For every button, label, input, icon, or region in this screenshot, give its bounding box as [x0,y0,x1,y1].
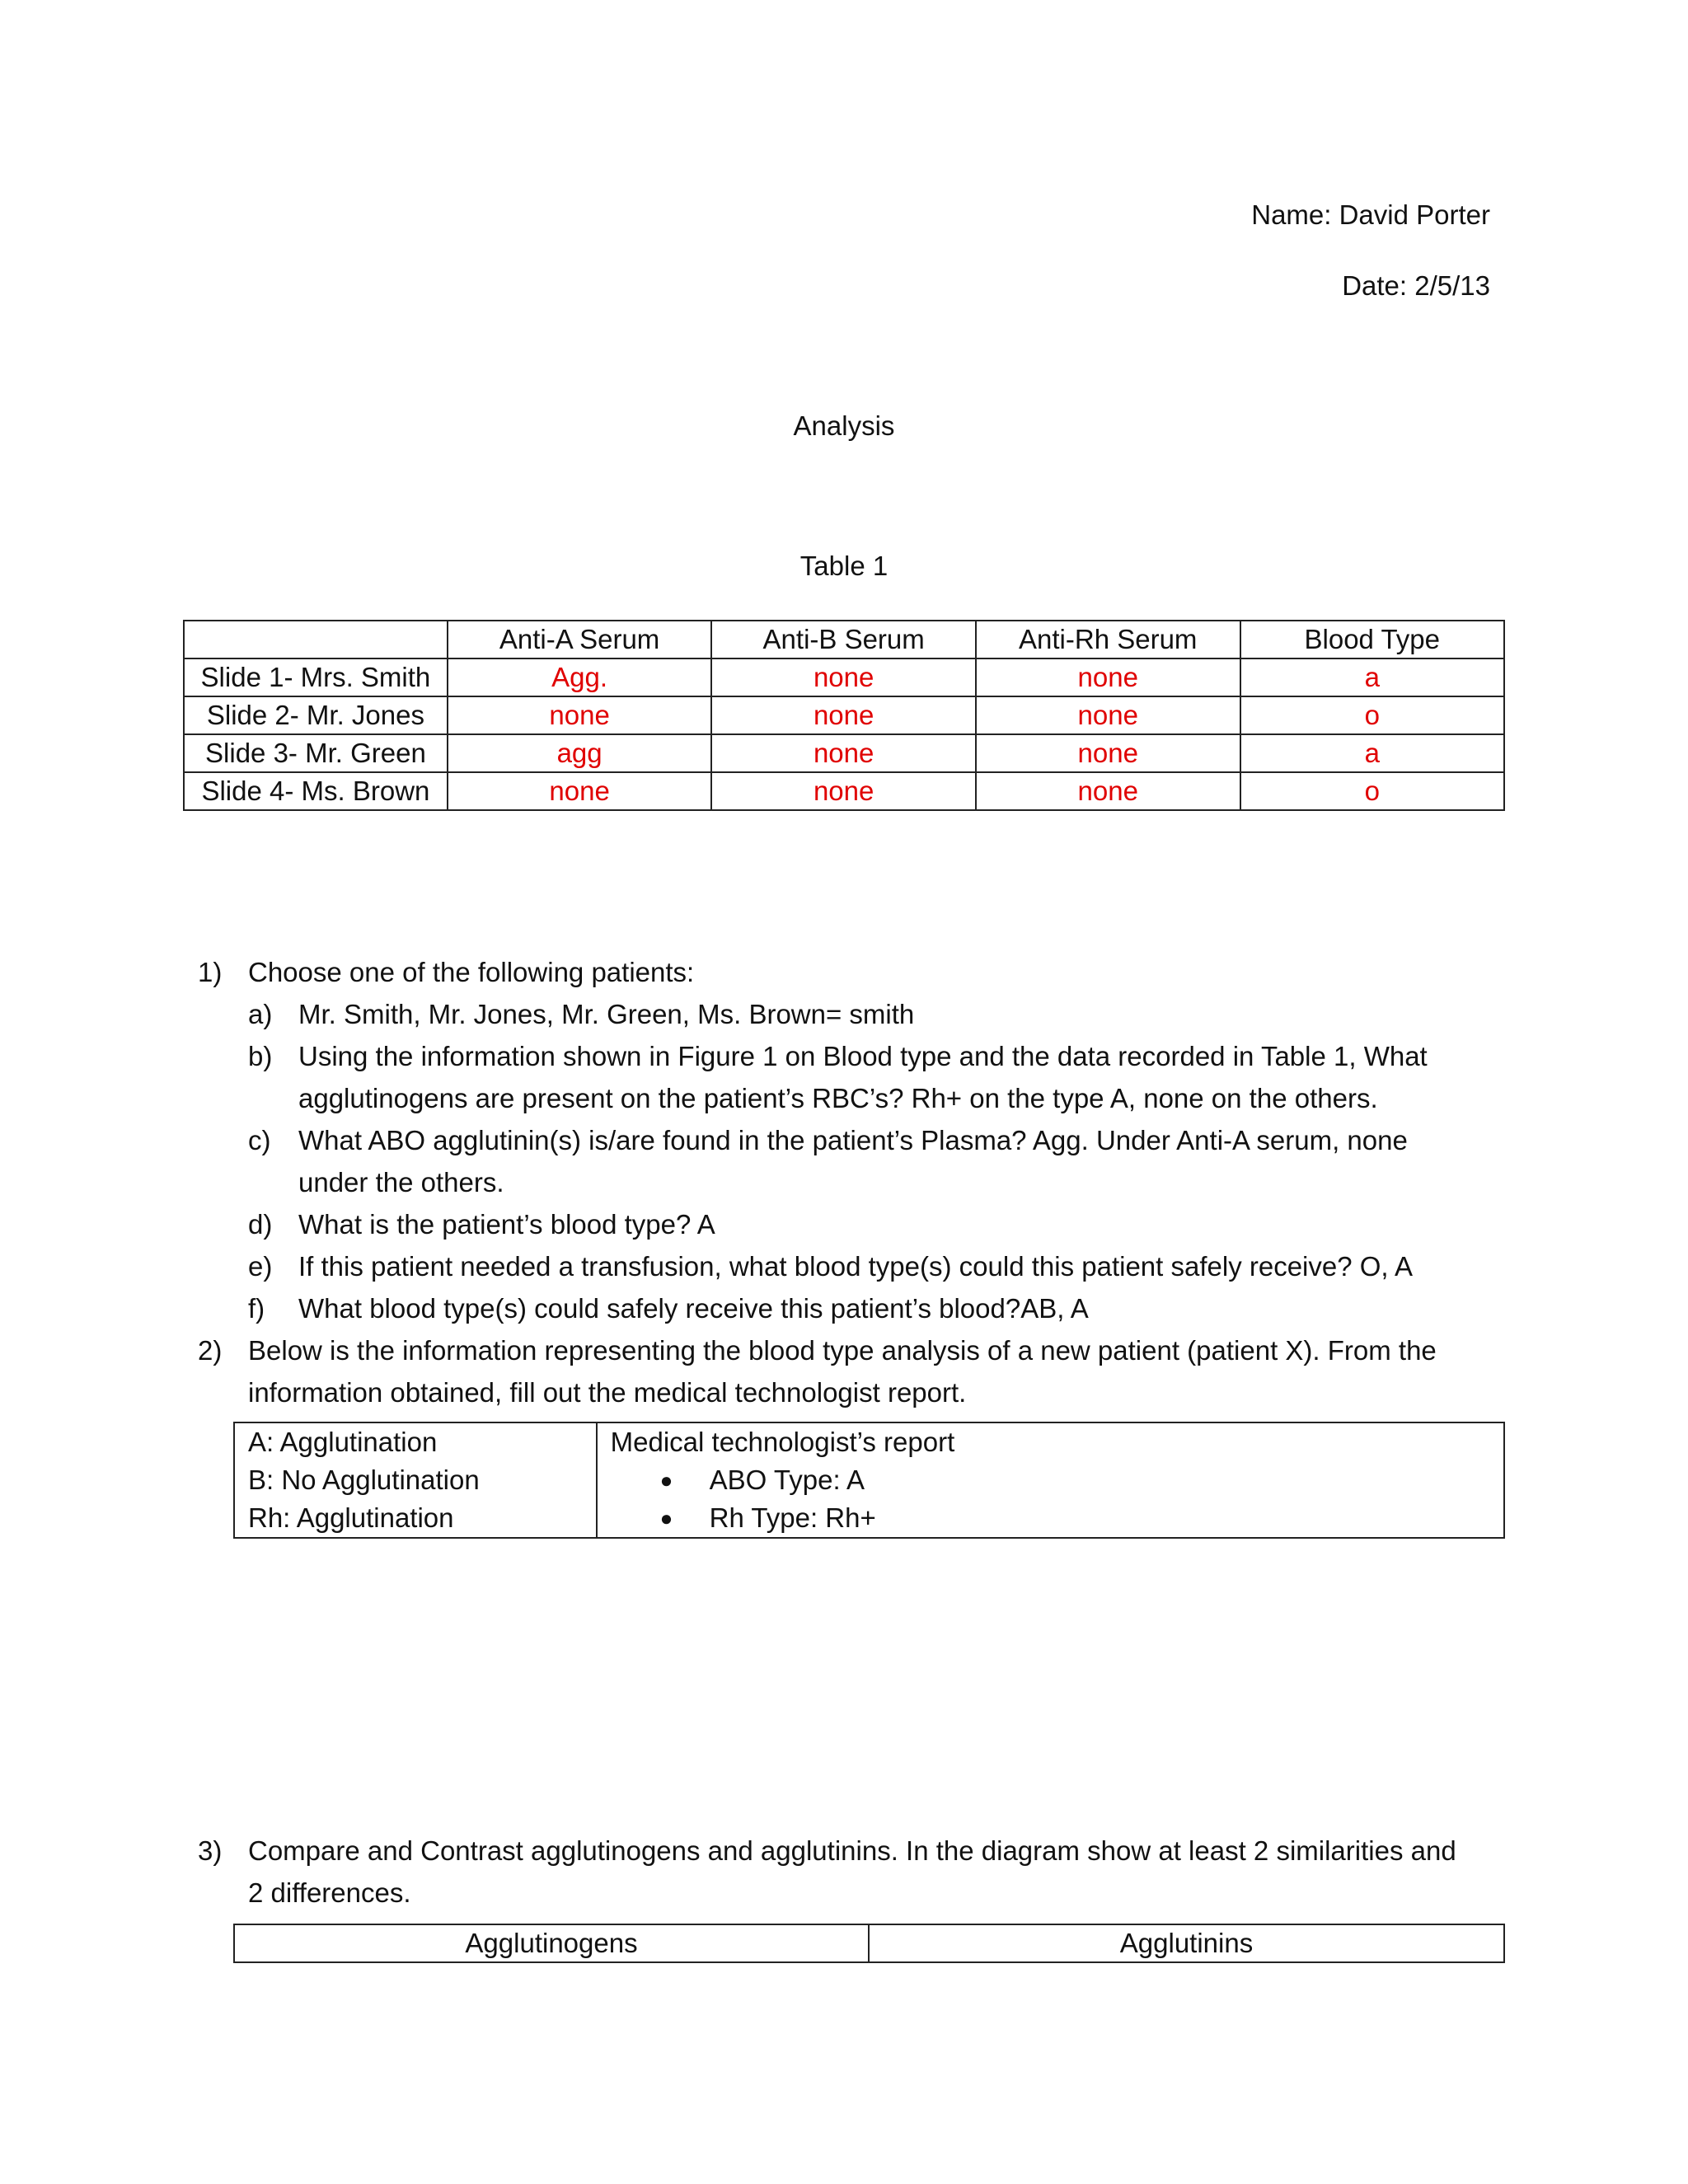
table-cell: none [976,734,1240,772]
agglutinins-header: Agglutinins [869,1924,1504,1962]
header-cell: Anti-B Serum [711,621,976,658]
question-3-number: 3) [198,1835,223,1866]
table-header-row [234,1924,1504,1962]
bullet-icon: ● [659,1468,673,1493]
question-2-line-1: Below is the information representing the blood type analysis of a new patient (patient X). From the [248,1335,1437,1366]
question-2-number: 2) [198,1335,223,1366]
question-1b-line-2: agglutinogens are present on the patient’s RBC’s? Rh+ on the type A, none on the others. [298,1083,1378,1113]
question-3-line-2: 2 differences. [248,1877,411,1908]
row-label: Slide 3- Mr. Green [184,734,448,772]
question-1d-label: d) [248,1209,273,1240]
table-cell: a [1240,658,1504,696]
table-cell: o [1240,772,1504,810]
technologist-report-table [233,1422,1505,1539]
table-cell: none [711,696,976,734]
question-1f-text: What blood type(s) could safely receive this patient’s blood?AB, A [298,1293,1089,1324]
page-title: Analysis [793,410,895,441]
agglutinogens-header: Agglutinogens [234,1924,869,1962]
bullet-icon: ● [659,1506,673,1530]
table-cell: none [711,734,976,772]
header-cell [184,621,448,658]
question-3-line-1: Compare and Contrast agglutinogens and agglutinins. In the diagram show at least 2 similarities and [248,1835,1456,1866]
row-label: Slide 4- Ms. Brown [184,772,448,810]
table-cell: agg [448,734,712,772]
report-bullet [611,1461,1503,1499]
agglutination-results-cell [234,1422,597,1538]
table-cell: o [1240,696,1504,734]
table-header-row [184,621,1504,658]
question-1e-label: e) [248,1251,273,1282]
compare-contrast-table [233,1924,1505,1963]
question-1c-label: c) [248,1125,271,1155]
table-cell: none [976,658,1240,696]
header-cell: Blood Type [1240,621,1504,658]
table-row [184,658,1504,696]
table-row [184,772,1504,810]
table-row [184,734,1504,772]
question-1-text: Choose one of the following patients: [248,957,695,987]
table-cell: none [711,658,976,696]
question-1b-line-1: Using the information shown in Figure 1 on Blood type and the data recorded in Table 1, What [298,1041,1428,1071]
table-row [234,1422,1504,1538]
question-1b-label: b) [248,1041,273,1071]
rh-type: Rh Type: Rh+ [709,1502,876,1533]
question-1c-line-1: What ABO agglutinin(s) is/are found in the patient’s Plasma? Agg. Under Anti-A serum, none [298,1125,1408,1155]
report-bullet [611,1499,1503,1537]
question-1-number: 1) [198,957,223,987]
question-1c-line-2: under the others. [298,1167,504,1197]
abo-type: ABO Type: A [709,1465,865,1495]
question-1a-label: a) [248,999,273,1029]
header-cell: Anti-A Serum [448,621,712,658]
table-cell: none [448,696,712,734]
row-label: Slide 1- Mrs. Smith [184,658,448,696]
table-caption: Table 1 [799,551,889,581]
results-table [183,620,1505,811]
table-cell: none [711,772,976,810]
question-1d-text: What is the patient’s blood type? A [298,1209,715,1240]
result-a: A: Agglutination [248,1427,438,1457]
question-2-line-2: information obtained, fill out the medical technologist report. [248,1377,967,1408]
table-cell: none [448,772,712,810]
date: Date: 2/5/13 [1342,270,1490,301]
result-rh: Rh: Agglutination [248,1502,454,1533]
result-b: B: No Agglutination [248,1465,480,1495]
table-cell: a [1240,734,1504,772]
header-cell: Anti-Rh Serum [976,621,1240,658]
table-cell: none [976,772,1240,810]
question-1e-text: If this patient needed a transfusion, what blood type(s) could this patient safely receive? O, A [298,1251,1413,1282]
question-1f-label: f) [248,1293,265,1324]
report-cell [597,1422,1504,1538]
table-cell: Agg. [448,658,712,696]
table-cell: none [976,696,1240,734]
row-label: Slide 2- Mr. Jones [184,696,448,734]
question-1a-text: Mr. Smith, Mr. Jones, Mr. Green, Ms. Brown= smith [298,999,915,1029]
student-name: Name: David Porter [1251,199,1490,230]
table-row [184,696,1504,734]
report-title: Medical technologist’s report [610,1427,955,1457]
